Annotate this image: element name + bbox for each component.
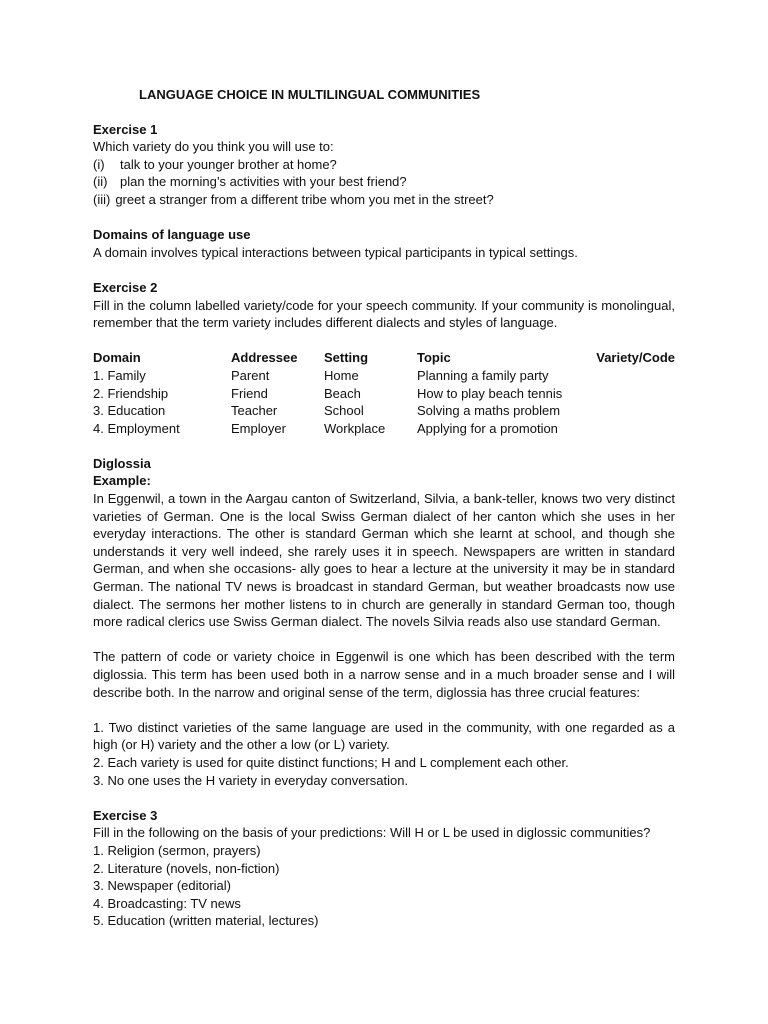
cell-topic: Planning a family party — [417, 367, 549, 383]
exercise-3-heading: Exercise 3 — [93, 807, 158, 823]
item-number: (ii) — [93, 174, 108, 190]
cell-variety-code — [589, 420, 675, 438]
domains-text: A domain involves typical interactions between typical participants in typical settings. — [93, 244, 578, 260]
diglossia-feature: 2. Each variety is used for quite distinct functions; H and L complement each other. — [93, 754, 569, 770]
column-header-variety-code: Variety/Code — [596, 350, 675, 366]
cell-domain: 1. Family — [93, 367, 146, 383]
diglossia-paragraph-1: In Eggenwil, a town in the Aargau canton of Switzerland, Silvia, a bank-teller, knows two very distinct varieties of German. One is the local Swiss German dialect of her canton which she uses in her everyday interactions. The other is standard German which she learnt at school, and though she understands it very well indeed, she rarely uses it in speech. Newspapers are written in standard German, and when she occasions- ally goes to hear a lecture at the university it may be in standard German. The national TV news is broadcast in standard German, but weather broadcasts now use dialect. The sermons her mother listens to in church are generally in standard German too, though more radical clerics use Swiss German dialect. The novels Silvia reads also use standard German. — [93, 491, 675, 630]
cell-domain: 2. Friendship — [93, 385, 169, 401]
cell-setting: School — [324, 403, 364, 419]
cell-setting: Beach — [324, 385, 361, 401]
exercise-2-heading: Exercise 2 — [93, 279, 158, 295]
exercise-3-item: 2. Literature (novels, non-fiction) — [93, 860, 280, 876]
table-row — [93, 420, 675, 438]
item-text: plan the morning’s activities with your best friend? — [120, 174, 407, 190]
diglossia-heading: Diglossia — [93, 455, 151, 471]
diglossia-feature: 1. Two distinct varieties of the same language are used in the community, with one regarded as a high (or H) variety and the other a low (or L) variety. — [93, 719, 675, 753]
column-header-setting: Setting — [324, 350, 369, 366]
exercise-3-item: 4. Broadcasting: TV news — [93, 895, 241, 911]
cell-addressee: Parent — [231, 367, 270, 383]
exercise-2-text: Fill in the column labelled variety/code for your speech community. If your community is monolingual, remember that the term variety includes different dialects and styles of language. — [93, 297, 675, 331]
column-header-addressee: Addressee — [231, 350, 298, 366]
cell-variety-code — [589, 402, 675, 420]
domains-heading: Domains of language use — [93, 227, 251, 243]
exercise-1-item — [93, 156, 675, 174]
exercise-1-heading: Exercise 1 — [93, 121, 158, 137]
exercise-1-item — [93, 173, 675, 191]
cell-domain: 3. Education — [93, 403, 166, 419]
cell-variety-code — [589, 385, 675, 403]
cell-addressee: Friend — [231, 385, 268, 401]
cell-topic: Solving a maths problem — [417, 403, 561, 419]
domains-table — [93, 349, 675, 437]
exercise-3-item: 3. Newspaper (editorial) — [93, 878, 232, 894]
cell-variety-code — [589, 367, 675, 385]
cell-domain: 4. Employment — [93, 420, 180, 436]
exercise-3-item: 5. Education (written material, lectures) — [93, 913, 319, 929]
column-header-domain: Domain — [93, 350, 141, 366]
cell-setting: Workplace — [324, 420, 386, 436]
cell-topic: How to play beach tennis — [417, 385, 563, 401]
table-header-row — [93, 349, 675, 367]
exercise-3-prompt: Fill in the following on the basis of your predictions: Will H or L be used in diglossic communities? — [93, 825, 651, 841]
item-number: (iii) — [93, 191, 111, 207]
table-row — [93, 402, 675, 420]
item-text: talk to your younger brother at home? — [120, 156, 337, 172]
exercise-1-prompt: Which variety do you think you will use to: — [93, 139, 334, 155]
example-heading: Example: — [93, 473, 151, 489]
diglossia-feature: 3. No one uses the H variety in everyday conversation. — [93, 772, 409, 788]
column-header-topic: Topic — [417, 350, 451, 366]
document-title: LANGUAGE CHOICE IN MULTILINGUAL COMMUNITIES — [139, 87, 481, 102]
table-row — [93, 367, 675, 385]
item-number: (i) — [93, 156, 105, 172]
document-page — [93, 86, 675, 930]
cell-setting: Home — [324, 367, 359, 383]
cell-addressee: Teacher — [231, 403, 278, 419]
exercise-3-item: 1. Religion (sermon, prayers) — [93, 842, 261, 858]
diglossia-paragraph-2: The pattern of code or variety choice in Eggenwil is one which has been described with the term diglossia. This term has been used both in a narrow sense and in a much broader sense and I will describe both. In the narrow and original sense of the term, diglossia has three crucial features: — [93, 649, 675, 700]
cell-topic: Applying for a promotion — [417, 420, 558, 436]
item-text: greet a stranger from a different tribe whom you met in the street? — [115, 191, 494, 207]
table-row — [93, 385, 675, 403]
cell-addressee: Employer — [231, 420, 286, 436]
exercise-1-item — [93, 191, 675, 209]
